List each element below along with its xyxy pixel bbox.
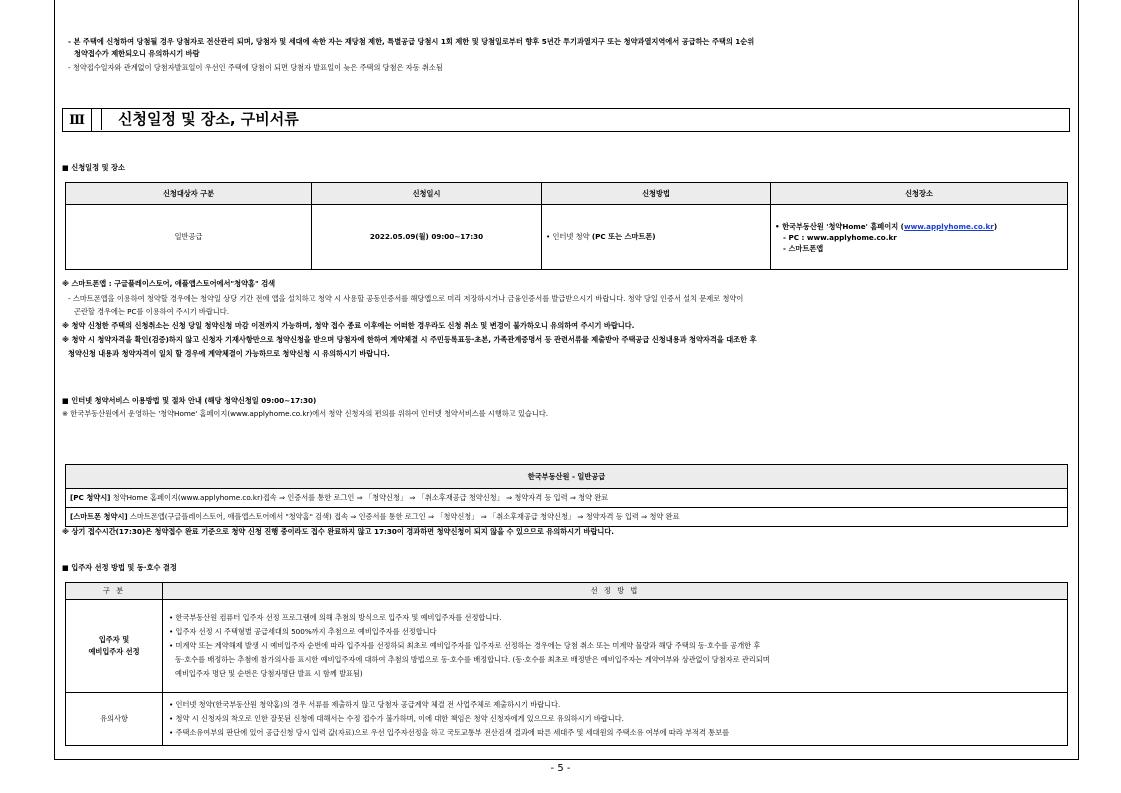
applyhome-link[interactable]: www.applyhome.co.kr (903, 221, 994, 231)
section-header (62, 108, 1070, 132)
internet-procedure-table (65, 464, 1068, 527)
selection-row-winners (66, 600, 1068, 693)
document-page (54, 0, 1077, 793)
label-notes: 유의사항 (66, 693, 163, 746)
internet-table-header: 한국부동산원 - 일반공급 (66, 465, 1068, 489)
pc-procedure (66, 489, 1068, 508)
note-rewin-restriction: - 본 주택에 신청하여 당첨될 경우 당첨자로 전산관리 되며, 당첨자 및 세대에 속한 자는 재당첨 제한, 특별공급 당첨시 1회 제한 및 당첨일로부터 향후 5년간 투기과열지구 또는 청약과열지역에서 공급하는 주택의 1순위 (68, 37, 755, 46)
method-bold: (PC 또는 스마트폰) (591, 232, 656, 241)
place-prefix: • 한국부동산원 '청약Home' 홈페이지 ( (775, 221, 904, 231)
col-selection-method: 선 정 방 법 (163, 583, 1068, 600)
mobile-procedure (66, 508, 1068, 527)
winners-line: 동·호수를 배정하는 추첨에 참가의사를 표시한 예비입주자에 대하여 추첨의 방법으로 동·호수를 배정합니다. (동·호수를 최초로 배정받은 예비입주자는 계약여부와 상관없이 당첨자로 관리되며 (175, 655, 770, 664)
section-title-box (101, 108, 1070, 130)
note-smartphone-detail-1: - 스마트폰앱을 이용하여 청약할 경우에는 청약일 상당 기간 전에 앱을 설치하고 청약 시 사용할 공동인증서를 해당앱으로 미리 저장하시거나 금융인증서를 발급받으시기 바랍니다. 청약 당일 인증서 설치 문제로 청약이 (68, 294, 744, 303)
place-line-3: - 스마트폰앱 (783, 243, 824, 253)
internet-heading: ■ 인터넷 청약서비스 이용방법 및 절차 안내 (해당 청약신청일 09:00~17:30) (62, 396, 317, 405)
col-method: 신청방법 (542, 183, 771, 205)
section-number: Ⅲ (63, 109, 92, 131)
note-auto-cancel: - 청약접수일자와 관계없이 당첨자발표일이 우선인 주택에 당첨이 되면 당첨자 발표일이 늦은 주택의 당첨은 자동 취소됨 (68, 63, 443, 72)
schedule-heading: ■ 신청일정 및 장소 (62, 163, 125, 172)
col-category: 구 분 (66, 583, 163, 600)
cell-place (771, 205, 1068, 270)
internet-note: ※ 한국부동산원에서 운영하는 '청약Home' 홈페이지(www.applyhome.co.kr)에서 청약 신청자의 편의를 위하여 인터넷 청약서비스를 시행하고 있습니다. (62, 409, 549, 418)
place-suffix: ) (993, 221, 998, 231)
label-winners-1: 입주자 및 (98, 635, 130, 644)
mobile-steps: 스마트폰앱(구글플레이스토어, 애플앱스토어에서 "청약홈" 검색) 접속 ⇒ 인증서를 통한 로그인 ⇒ 「청약신청」 ⇒ 「취소후재공급 청약신청」 ⇒ 청약자격 등 입력 ⇒ 청약 완료 (127, 512, 680, 521)
winners-line: • 미계약 또는 계약해제 발생 시 예비입주자 순번에 따라 입주자를 선정하되 최초로 예비입주자를 입주자로 선정하는 경우에는 당첨 취소 또는 미계약 물량과 해당 주택의 동·호수를 공개한 후 (169, 641, 761, 650)
deadline-note: ※ 상기 접수시간(17:30)은 청약접수 완료 기준으로 청약 신청 진행 중이라도 접수 완료하지 않고 17:30이 경과하면 청약신청이 되지 않을 수 있으므로 유의하시기 바랍니다. (62, 527, 615, 536)
pc-label: [PC 청약시] (70, 493, 111, 502)
note-verify-1: ※ 청약 시 청약자격을 확인(검증)하지 않고 신청자 기재사항만으로 청약신청을 받으며 당첨자에 한하여 계약체결 시 주민등록표등·초본, 가족관계증명서 등 관련서류를 제출받아 주택공급 신청내용과 청약자격을 대조한 후 (62, 335, 757, 344)
mobile-label: [스마트폰 청약시] (70, 512, 128, 521)
place-line-2: - PC : www.applyhome.co.kr (783, 232, 897, 242)
winners-line: • 입주자 선정 시 주택형별 공급세대의 500%까지 추첨으로 예비입주자를 선정합니다 (169, 627, 437, 636)
cell-datetime: 2022.05.09(월) 09:00~17:30 (312, 205, 542, 270)
selection-heading: ■ 입주자 선정 방법 및 동·호수 결정 (62, 563, 177, 572)
col-datetime: 신청일시 (312, 183, 542, 205)
method-text: • 인터넷 청약 (546, 232, 592, 241)
schedule-table (65, 182, 1068, 270)
selection-method-winners (163, 600, 1068, 693)
selection-header-row (66, 583, 1068, 600)
notes-line: • 인터넷 청약(한국부동산원 청약홈)의 경우 서류를 제출하지 않고 당첨자 공급계약 체결 전 사업주체로 제출하시기 바랍니다. (169, 700, 561, 709)
note-smartphone-detail-2: 곤란할 경우에는 PC를 이용하여 주시기 바랍니다. (74, 307, 229, 316)
selection-table (65, 582, 1068, 746)
note-rewin-restriction-cont: 청약접수가 제한되오니 유의하시기 바람 (74, 49, 200, 58)
label-winners-2: 예비입주자 선정 (88, 647, 140, 656)
label-winners (66, 600, 163, 693)
cell-method (542, 205, 771, 270)
note-verify-2: 청약신청 내용과 청약자격이 일치 할 경우에 계약체결이 가능하므로 청약신청 시 유의하시기 바랍니다. (68, 349, 390, 358)
schedule-row (66, 205, 1068, 270)
note-cancel: ※ 청약 신청한 주택의 신청취소는 신청 당일 청약신청 마감 이전까지 가능하며, 청약 접수 종료 이후에는 어떠한 경우라도 신청 취소 및 변경이 불가하오니 유의하여 주시기 바랍니다. (62, 321, 635, 330)
winners-line: 예비입주자 명단 및 순번은 당첨자명단 발표 시 함께 발표됨) (175, 669, 363, 678)
note-smartphone-app: ※ 스마트폰앱 : 구글플레이스토어, 애플앱스토어에서"청약홈" 검색 (62, 279, 276, 288)
schedule-header-row (66, 183, 1068, 205)
notes-line: • 청약 시 신청자의 착오로 인한 잘못된 신청에 대해서는 수정 접수가 불가하며, 이에 대한 책임은 청약 신청자에게 있으므로 유의하시기 바랍니다. (169, 714, 624, 723)
col-target: 신청대상자 구분 (66, 183, 312, 205)
selection-method-notes (163, 693, 1068, 746)
cell-target: 일반공급 (66, 205, 312, 270)
winners-line: • 한국부동산원 컴퓨터 입주자 선정 프로그램에 의해 추첨의 방식으로 입주자 및 예비입주자를 선정합니다. (169, 613, 502, 622)
place-line-1 (775, 221, 1067, 232)
col-place: 신청장소 (771, 183, 1068, 205)
selection-row-notes (66, 693, 1068, 746)
page-number: - 5 - (550, 763, 571, 774)
notes-line: • 주택소유여부의 판단에 있어 공급신청 당시 입력 값(자료)으로 우선 입주자선정을 하고 국토교통부 전산검색 결과에 따른 세대주 및 세대원의 주택소유 여부에 따라 부적격 통보를 (169, 728, 730, 737)
pc-steps: 청약Home 홈페이지(www.applyhome.co.kr)접속 ⇒ 인증서를 통한 로그인 ⇒ 「청약신청」 ⇒ 「취소후재공급 청약신청」 ⇒ 청약자격 등 입력 ⇒ 청약 완료 (110, 493, 609, 502)
section-title: 신청일정 및 장소, 구비서류 (118, 110, 299, 128)
